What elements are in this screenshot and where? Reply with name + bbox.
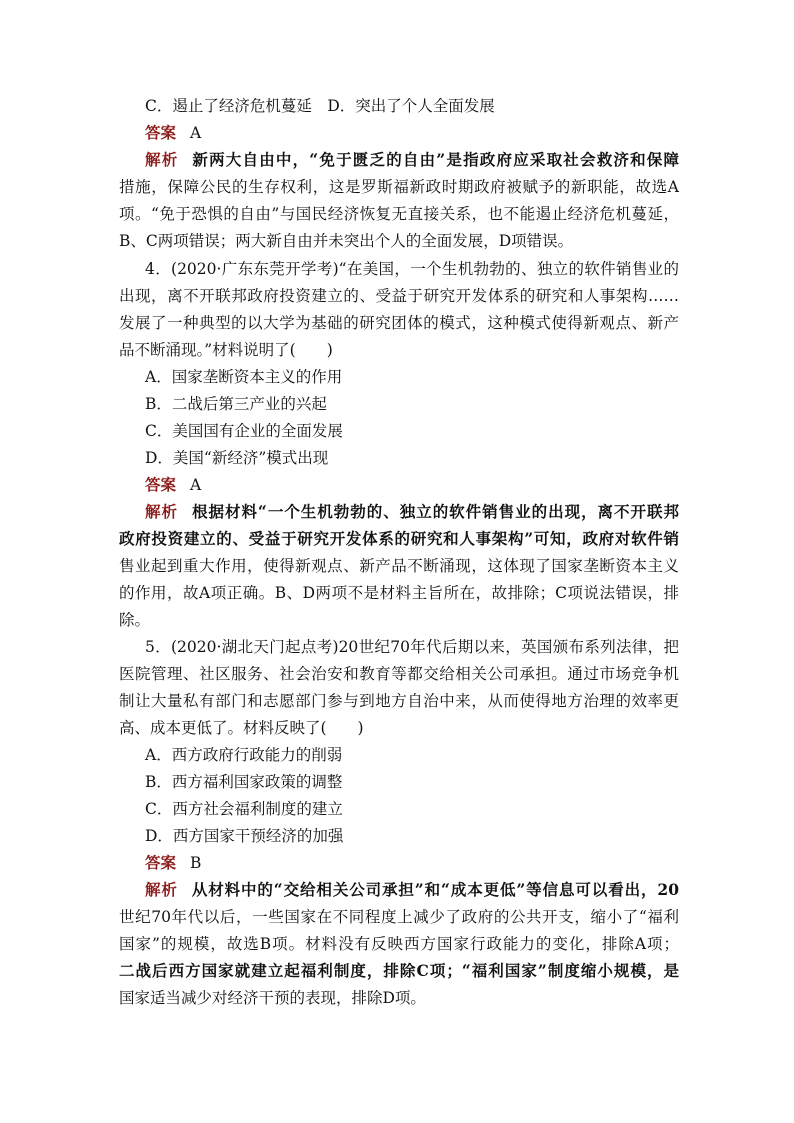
q4-stem-line: 品不断涌现。”材料说明了( ) bbox=[119, 341, 333, 359]
q5-analysis-line: 解析 从材料中的“交给相关公司承担”和“成本更低”等信息可以看出，20 bbox=[145, 880, 679, 899]
q3-analysis-line: B、C两项错误；两大新自由并未突出个人的全面发展，D项错误。 bbox=[119, 232, 574, 250]
q4-analysis-line: 解析 根据材料“一个生机勃勃的、独立的软件销售业的出现，离不开联邦 bbox=[145, 502, 679, 521]
q5-analysis-line: 二战后西方国家就建立起福利制度，排除C项；“福利国家”制度缩小规模，是 bbox=[119, 961, 679, 980]
analysis-label: 解析 bbox=[145, 150, 179, 169]
answer-label: 答案 bbox=[145, 475, 177, 494]
q4-option: C．美国国有企业的全面发展 bbox=[145, 422, 343, 440]
q4-stem-line: 发展了一种典型的以大学为基础的研究团体的模式，这种模式使得新观点、新产 bbox=[119, 314, 679, 332]
q3-analysis-line: 措施，保障公民的生存权利，这是罗斯福新政时期政府被赋予的新职能，故选A bbox=[119, 178, 679, 196]
q4-option: D．美国“新经济”模式出现 bbox=[145, 449, 329, 467]
q3-options-line: C．遏止了经济危机蔓延 D．突出了个人全面发展 bbox=[145, 97, 495, 115]
q5-option: B．西方福利国家政策的调整 bbox=[145, 773, 343, 791]
q4-stem-line: 出现，离不开联邦政府投资建立的、受益于研究开发体系的研究和人事架构…… bbox=[119, 287, 679, 305]
q4-analysis-line: 售业起到重大作用，使得新观点、新产品不断涌现，这体现了国家垄断资本主义 bbox=[119, 557, 679, 575]
q5-stem-line: 5．(2020·湖北天门起点考)20世纪70年代后期以来，英国颁布系列法律，把 bbox=[145, 638, 679, 656]
analysis-label: 解析 bbox=[145, 502, 178, 521]
answer-value: A bbox=[190, 476, 202, 494]
q4-option: A．国家垄断资本主义的作用 bbox=[145, 368, 343, 386]
q5-stem-line: 高、成本更低了。材料反映了( ) bbox=[119, 719, 364, 737]
q3-analysis-line: 解析 新两大自由中，“免于匮乏的自由”是指政府应采取社会救济和保障 bbox=[145, 150, 679, 169]
answer-label: 答案 bbox=[145, 853, 177, 872]
q4-option: B．二战后第三产业的兴起 bbox=[145, 395, 327, 413]
q4-analysis-line: 政府投资建立的、受益于研究开发体系的研究和人事架构”可知，政府对软件销 bbox=[119, 529, 679, 548]
q5-analysis-line: 国家适当减少对经济干预的表现，排除D项。 bbox=[119, 989, 426, 1007]
q5-option: A．西方政府行政能力的削弱 bbox=[145, 746, 343, 764]
q4-analysis-line: 的作用，故A项正确。B、D两项不是材料主旨所在，故排除；C项说法错误，排 bbox=[119, 584, 679, 602]
q3-answer bbox=[145, 120, 705, 146]
analysis-label: 解析 bbox=[145, 880, 178, 899]
answer-value: B bbox=[190, 854, 202, 872]
answer-value: A bbox=[190, 124, 202, 142]
q4-stem-line: 4．(2020·广东东莞开学考)“在美国，一个生机勃勃的、独立的软件销售业的 bbox=[145, 260, 679, 278]
q5-answer bbox=[145, 850, 705, 876]
q5-option: D．西方国家干预经济的加强 bbox=[145, 827, 344, 845]
q4-answer bbox=[145, 472, 705, 498]
q5-analysis-line: 国家”的规模，故选B项。材料没有反映西方国家行政能力的变化，排除A项； bbox=[119, 935, 679, 953]
q5-analysis-line: 世纪70年代以后，一些国家在不同程度上减少了政府的公共开支，缩小了“福利 bbox=[119, 908, 679, 926]
q5-stem-line: 医院管理、社区服务、社会治安和教育等都交给相关公司承担。通过市场竞争机 bbox=[119, 665, 679, 683]
q5-stem-line: 制让大量私有部门和志愿部门参与到地方自治中来，从而使得地方治理的效率更 bbox=[119, 692, 679, 710]
q5-option: C．西方社会福利制度的建立 bbox=[145, 800, 343, 818]
answer-label: 答案 bbox=[145, 123, 177, 142]
q4-analysis-line: 除。 bbox=[119, 611, 151, 629]
q3-analysis-line: 项。“免于恐惧的自由”与国民经济恢复无直接关系，也不能遏止经济危机蔓延， bbox=[119, 205, 679, 223]
